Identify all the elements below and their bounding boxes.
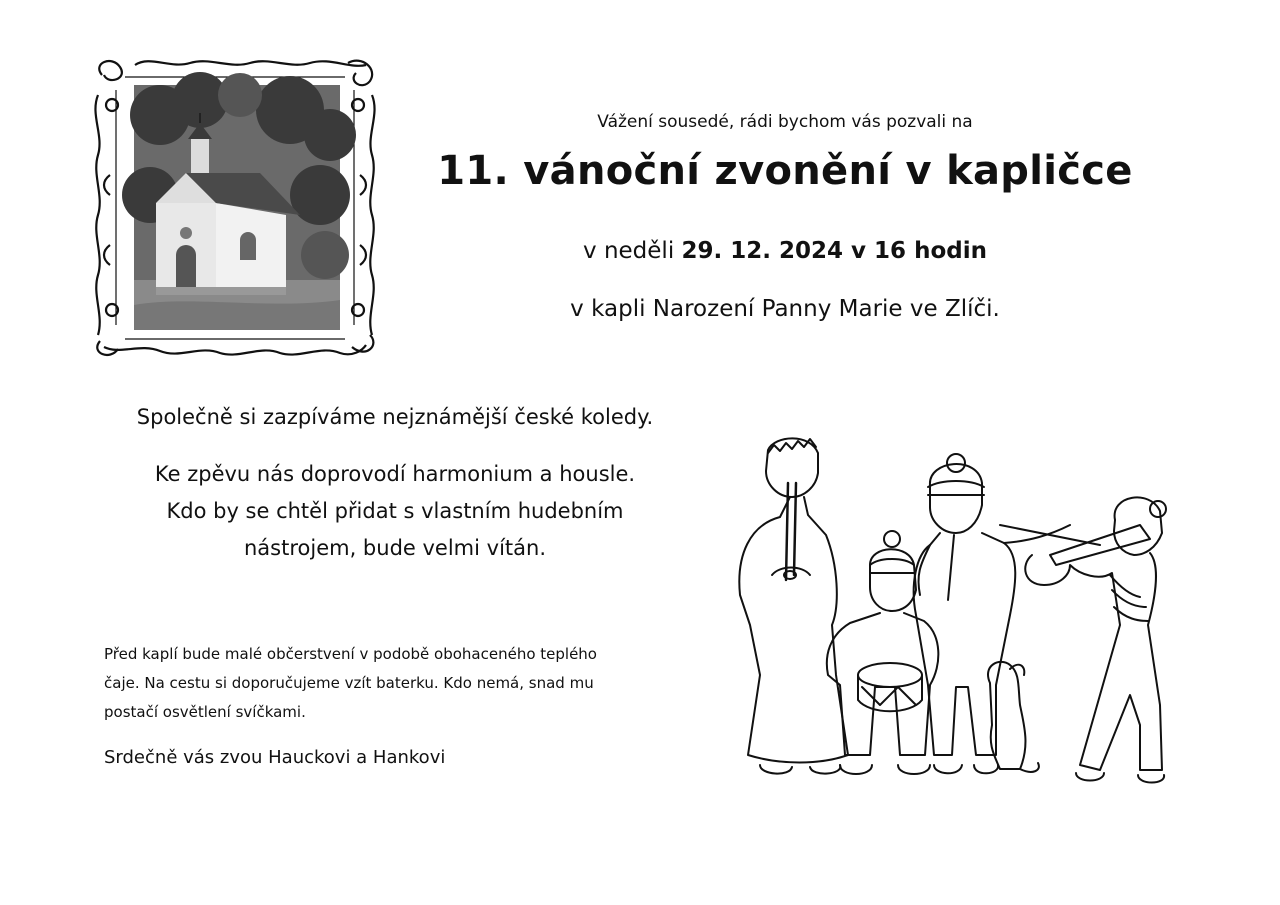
chapel-photo-frame bbox=[90, 55, 380, 360]
event-place: v kapli Narození Panny Marie ve Zlíči. bbox=[570, 296, 1000, 322]
singing-text: Společně si zazpíváme nejznámější české koledy. bbox=[136, 405, 654, 429]
date-prefix: v neděli bbox=[583, 238, 682, 264]
accompaniment-paragraph bbox=[90, 456, 700, 567]
carolers-drawing bbox=[720, 425, 1175, 820]
carolers-illustration bbox=[720, 425, 1175, 820]
refreshment-line: postačí osvětlení svíčkami. bbox=[104, 703, 306, 721]
event-title: 11. vánoční zvonění v kapličce bbox=[437, 148, 1133, 194]
refreshment-line: Před kaplí bude malé občerstvení v podobě obohaceného teplého bbox=[104, 645, 597, 663]
accompaniment-line: nástrojem, bude velmi vítán. bbox=[244, 536, 546, 560]
event-date-line bbox=[470, 238, 1100, 264]
event-date-time: 29. 12. 2024 v 16 hodin bbox=[681, 238, 987, 264]
chapel-photo bbox=[90, 55, 380, 360]
accompaniment-line: Ke zpěvu nás doprovodí harmonium a housle. bbox=[154, 462, 636, 486]
accompaniment-line: Kdo by se chtěl přidat s vlastním hudebním bbox=[166, 499, 624, 523]
greeting-text: Vážení sousedé, rádi bychom vás pozvali na bbox=[597, 112, 973, 132]
refreshment-line: čaje. Na cestu si doporučujeme vzít baterku. Kdo nemá, snad mu bbox=[104, 674, 594, 692]
signature-text: Srdečně vás zvou Hauckovi a Hankovi bbox=[104, 747, 446, 768]
refreshment-paragraph bbox=[104, 640, 704, 727]
